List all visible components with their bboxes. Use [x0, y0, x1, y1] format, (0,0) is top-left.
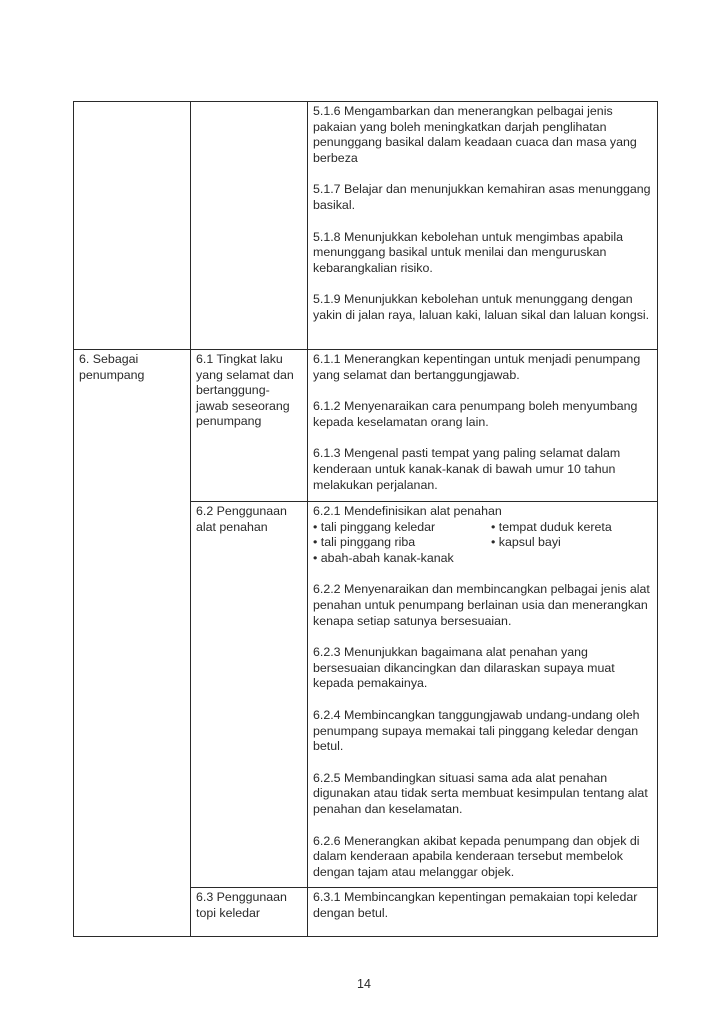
outcomes-cell — [308, 888, 658, 937]
outcomes-cell — [308, 502, 658, 888]
subtopic-cell — [191, 102, 308, 350]
page-number: 14 — [357, 977, 371, 991]
learning-outcome: 6.2.2 Menyenaraikan dan membincangkan pelbagai jenis alat penahan untuk penumpang berlainan usia dan menerangkan kenapa setiap satunya bersesuaian. — [313, 582, 650, 628]
curriculum-table — [73, 101, 658, 937]
outcomes-cell — [308, 102, 658, 350]
learning-outcome: 5.1.7 Belajar dan menunjukkan kemahiran asas menunggang basikal. — [313, 182, 651, 212]
learning-outcome: 6.1.2 Menyenaraikan cara penumpang boleh menyumbang kepada keselamatan orang lain. — [313, 399, 638, 429]
list-item: • tempat duduk kereta — [491, 519, 612, 534]
learning-outcome — [313, 504, 652, 566]
learning-outcome: 6.1.3 Mengenal pasti tempat yang paling selamat dalam kenderaan untuk kanak-kanak di bawah umur 10 tahun melakukan perjalanan. — [313, 446, 621, 492]
table-row — [74, 102, 658, 350]
list-item: • kapsul bayi — [491, 535, 561, 550]
learning-outcome: 6.3.1 Membincangkan kepentingan pemakaian topi keledar dengan betul. — [313, 890, 638, 920]
table-row — [74, 350, 658, 502]
topic-cell — [74, 102, 191, 350]
learning-outcome: 5.1.8 Menunjukkan kebolehan untuk mengimbas apabila menunggang basikal untuk menilai dan menguruskan kebarangkalian risiko. — [313, 229, 623, 275]
bullet-list — [313, 520, 652, 567]
list-item: • tali pinggang riba — [313, 535, 416, 550]
learning-outcome: 5.1.6 Mengambarkan dan menerangkan pelbagai jenis pakaian yang boleh meningkatkan darjah penglihatan penunggang basikal dalam keadaan cuaca dan masa yang berbeza — [313, 104, 637, 165]
topic-cell: 6. Sebagai penumpang — [74, 350, 191, 937]
outcome-intro: 6.2.1 Mendefinisikan alat penahan — [313, 504, 502, 518]
subtopic-cell: 6.3 Penggunaan topi keledar — [191, 888, 308, 937]
learning-outcome: 6.2.3 Menunjukkan bagaimana alat penahan yang bersesuaian dikancingkan dan dilaraskan supaya muat kepada pemakainya. — [313, 645, 615, 691]
learning-outcome: 6.1.1 Menerangkan kepentingan untuk menjadi penumpang yang selamat dan bertanggungjawab. — [313, 352, 641, 382]
list-item: • abah-abah kanak-kanak — [313, 550, 454, 565]
learning-outcome: 6.2.6 Menerangkan akibat kepada penumpang dan objek di dalam kenderaan apabila kenderaan tersebut membelok dengan tajam atau melanggar objek. — [313, 833, 640, 879]
learning-outcome: 6.2.5 Membandingkan situasi sama ada alat penahan digunakan atau tidak serta membuat kesimpulan tentang alat penahan dan keselamatan. — [313, 770, 648, 816]
outcomes-cell — [308, 350, 658, 502]
subtopic-cell: 6.2 Penggunaan alat penahan — [191, 502, 308, 888]
list-item: • tali pinggang keledar — [313, 519, 436, 534]
learning-outcome: 5.1.9 Menunjukkan kebolehan untuk menunggang dengan yakin di jalan raya, laluan kaki, laluan sikal dan laluan kongsi. — [313, 292, 650, 322]
subtopic-cell: 6.1 Tingkat laku yang selamat dan bertanggung-jawab seseorang penumpang — [191, 350, 308, 502]
learning-outcome: 6.2.4 Membincangkan tanggungjawab undang-undang oleh penumpang supaya memakai tali pinggang keledar dengan betul. — [313, 707, 640, 754]
